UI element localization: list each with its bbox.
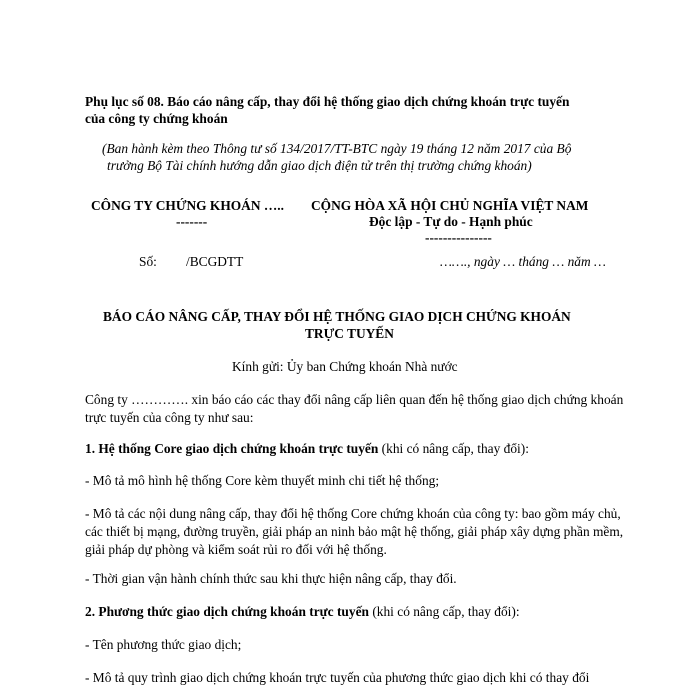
section2-heading-suffix: (khi có nâng cấp, thay đổi):	[368, 604, 520, 619]
appendix-title-line1: Phụ lục số 08. Báo cáo nâng cấp, thay đổi hệ thống giao dịch chứng khoán trực tuyến	[85, 94, 570, 109]
section2-item-2: - Mô tả quy trình giao dịch chứng khoán trực tuyến của phương thức giao dịch khi có thay đổi	[85, 670, 590, 685]
section1-item-1: - Mô tả mô hình hệ thống Core kèm thuyết minh chi tiết hệ thống;	[85, 473, 440, 488]
section2-heading	[85, 603, 630, 621]
recipient: Kính gửi: Ủy ban Chứng khoán Nhà nước	[232, 359, 458, 374]
republic-name: CỘNG HÒA XÃ HỘI CHỦ NGHĨA VIỆT NAM	[311, 198, 589, 213]
appendix-note-line2: trưởng Bộ Tài chính hướng dẫn giao dịch điện tử trên thị trường chứng khoán)	[107, 158, 532, 173]
date-line: ……., ngày … tháng … năm …	[440, 254, 606, 269]
section1-heading-suffix: (khi có nâng cấp, thay đổi):	[378, 441, 529, 456]
section1-item-2: - Mô tả các nội dung nâng cấp, thay đổi hệ thống Core chứng khoán của công ty: bao gồm máy chủ, các thiết bị mạng, đường truyền, giải pháp an ninh bảo mật hệ thống, giải pháp xây dựng phần mềm, giải pháp dự phòng và kiểm soát rủi ro đối với hệ thống.	[85, 506, 624, 557]
motto: Độc lập - Tự do - Hạnh phúc	[369, 214, 533, 229]
section1-heading-text: 1. Hệ thống Core giao dịch chứng khoán trực tuyến	[85, 441, 379, 456]
company-name: CÔNG TY CHỨNG KHOÁN …..	[91, 198, 284, 213]
section2-item-1: - Tên phương thức giao dịch;	[85, 637, 242, 652]
number-label: Số:	[139, 254, 157, 269]
appendix-title-line2: của công ty chứng khoán	[85, 111, 228, 126]
section2-heading-text: 2. Phương thức giao dịch chứng khoán trực tuyến	[85, 604, 369, 619]
report-title-line2: TRỰC TUYẾN	[305, 326, 394, 341]
company-rule: -------	[176, 214, 208, 229]
appendix-note-line1: (Ban hành kèm theo Thông tư số 134/2017/TT-BTC ngày 19 tháng 12 năm 2017 của Bộ	[102, 141, 572, 156]
report-title-line1: BÁO CÁO NÂNG CẤP, THAY ĐỔI HỆ THỐNG GIAO DỊCH CHỨNG KHOÁN	[103, 309, 571, 324]
intro-paragraph: Công ty …………. xin báo cáo các thay đổi nâng cấp liên quan đến hệ thống giao dịch chứng khoán trực tuyến của công ty như sau:	[85, 392, 624, 425]
motto-rule: ---------------	[425, 230, 492, 245]
section1-item-3: - Thời gian vận hành chính thức sau khi thực hiện nâng cấp, thay đổi.	[85, 571, 457, 586]
section1-heading	[85, 440, 630, 458]
number-value: /BCGDTT	[186, 254, 244, 269]
